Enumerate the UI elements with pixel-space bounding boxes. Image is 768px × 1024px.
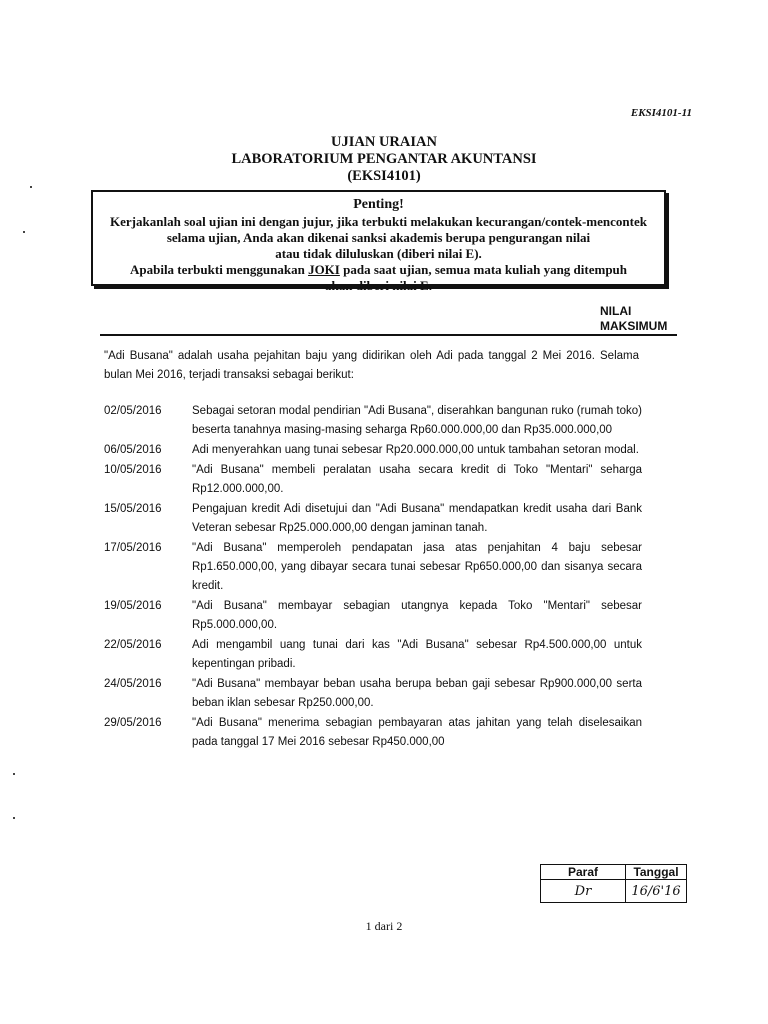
signature-table	[540, 864, 687, 903]
transaction-row	[104, 714, 644, 752]
notice-line-1: Kerjakanlah soal ujian ini dengan jujur, jika terbukti melakukan kecurangan/contek-mencontek	[110, 214, 647, 229]
scan-speck	[13, 817, 15, 819]
notice-title: Penting!	[353, 197, 404, 212]
max-score-label	[600, 304, 667, 334]
notice-line-3: atau tidak diluluskan (diberi nilai E).	[275, 246, 482, 261]
notice-line-4	[93, 262, 664, 278]
transaction-row	[104, 461, 644, 499]
transaction-row	[104, 402, 644, 440]
transaction-description: "Adi Busana" membayar beban usaha berupa beban gaji sebesar Rp900.000,00 serta beban iklan sebesar Rp250.000,00.	[192, 678, 642, 709]
transaction-description: Sebagai setoran modal pendirian "Adi Busana", diserahkan bangunan ruko (rumah toko) beserta tanahnya masing-masing seharga Rp60.000.000,00 dan Rp35.000.000,00	[192, 405, 642, 436]
notice-line-5: akan diberi nilai E.	[325, 278, 432, 293]
transaction-description: Adi mengambil uang tunai dari kas "Adi Busana" sebesar Rp4.500.000,00 untuk kepentingan pribadi.	[192, 639, 642, 670]
nilai-line-1: NILAI	[600, 304, 632, 318]
notice-line-4-pre: Apabila terbukti menggunakan	[129, 262, 309, 277]
scan-speck	[23, 231, 25, 233]
tanggal-value: 16/6'16	[626, 880, 687, 903]
document-code: EKSI4101-11	[630, 107, 692, 119]
scan-speck	[13, 773, 15, 775]
transaction-date: 17/05/2016	[104, 542, 162, 554]
transaction-date: 10/05/2016	[104, 464, 162, 476]
transaction-description: Adi menyerahkan uang tunai sebesar Rp20.000.000,00 untuk tambahan setoran modal.	[192, 444, 639, 456]
transaction-description: Pengajuan kredit Adi disetujui dan "Adi Busana" mendapatkan kredit usaha dari Bank Veteran sebesar Rp25.000.000,00 dengan jaminan tanah.	[192, 503, 642, 534]
notice-line-2: selama ujian, Anda akan dikenai sanksi akademis berupa pengurangan nilai	[166, 230, 591, 245]
paraf-value: Dr	[541, 880, 626, 903]
transaction-description: "Adi Busana" memperoleh pendapatan jasa atas penjahitan 4 baju sebesar Rp1.650.000,00, yang dibayar secara tunai sebesar Rp650.000,00 dan sisanya secara kredit.	[192, 542, 642, 592]
transaction-description: "Adi Busana" menerima sebagian pembayaran atas jahitan yang telah diselesaikan pada tanggal 17 Mei 2016 sebesar Rp450.000,00	[192, 717, 642, 748]
transaction-date: 24/05/2016	[104, 678, 162, 690]
transaction-row	[104, 441, 644, 460]
tanggal-header: Tanggal	[626, 865, 687, 880]
transaction-description: "Adi Busana" membeli peralatan usaha secara kredit di Toko "Mentari" seharga Rp12.000.000,00.	[192, 464, 642, 495]
header-divider	[100, 334, 677, 336]
transaction-list	[104, 402, 644, 753]
heading-line-2: LABORATORIUM PENGANTAR AKUNTANSI	[231, 151, 537, 167]
intro-paragraph: "Adi Busana" adalah usaha pejahitan baju yang didirikan oleh Adi pada tanggal 2 Mei 2016. Selama bulan Mei 2016, terjadi transaksi sebagai berikut:	[104, 350, 639, 381]
transaction-date: 15/05/2016	[104, 503, 162, 515]
heading-line-3: (EKSI4101)	[347, 168, 421, 184]
page-number: 1 dari 2	[365, 919, 403, 933]
transaction-date: 29/05/2016	[104, 717, 162, 729]
heading-line-1: UJIAN URAIAN	[331, 134, 437, 150]
transaction-date: 22/05/2016	[104, 639, 162, 651]
exam-heading	[0, 134, 768, 185]
transaction-date: 02/05/2016	[104, 405, 162, 417]
transaction-row	[104, 597, 644, 635]
transaction-row	[104, 500, 644, 538]
transaction-date: 06/05/2016	[104, 444, 162, 456]
paraf-header: Paraf	[541, 865, 626, 880]
nilai-line-2: MAKSIMUM	[600, 319, 668, 333]
transaction-date: 19/05/2016	[104, 600, 162, 612]
transaction-row	[104, 539, 644, 596]
scan-speck	[30, 186, 32, 188]
notice-line-4-post: pada saat ujian, semua mata kuliah yang ditempuh	[339, 262, 628, 277]
notice-joki: JOKI	[308, 262, 340, 277]
transaction-description: "Adi Busana" membayar sebagian utangnya kepada Toko "Mentari" sebesar Rp5.000.000,00.	[192, 600, 642, 631]
transaction-row	[104, 636, 644, 674]
transaction-row	[104, 675, 644, 713]
important-notice-box	[91, 190, 666, 293]
